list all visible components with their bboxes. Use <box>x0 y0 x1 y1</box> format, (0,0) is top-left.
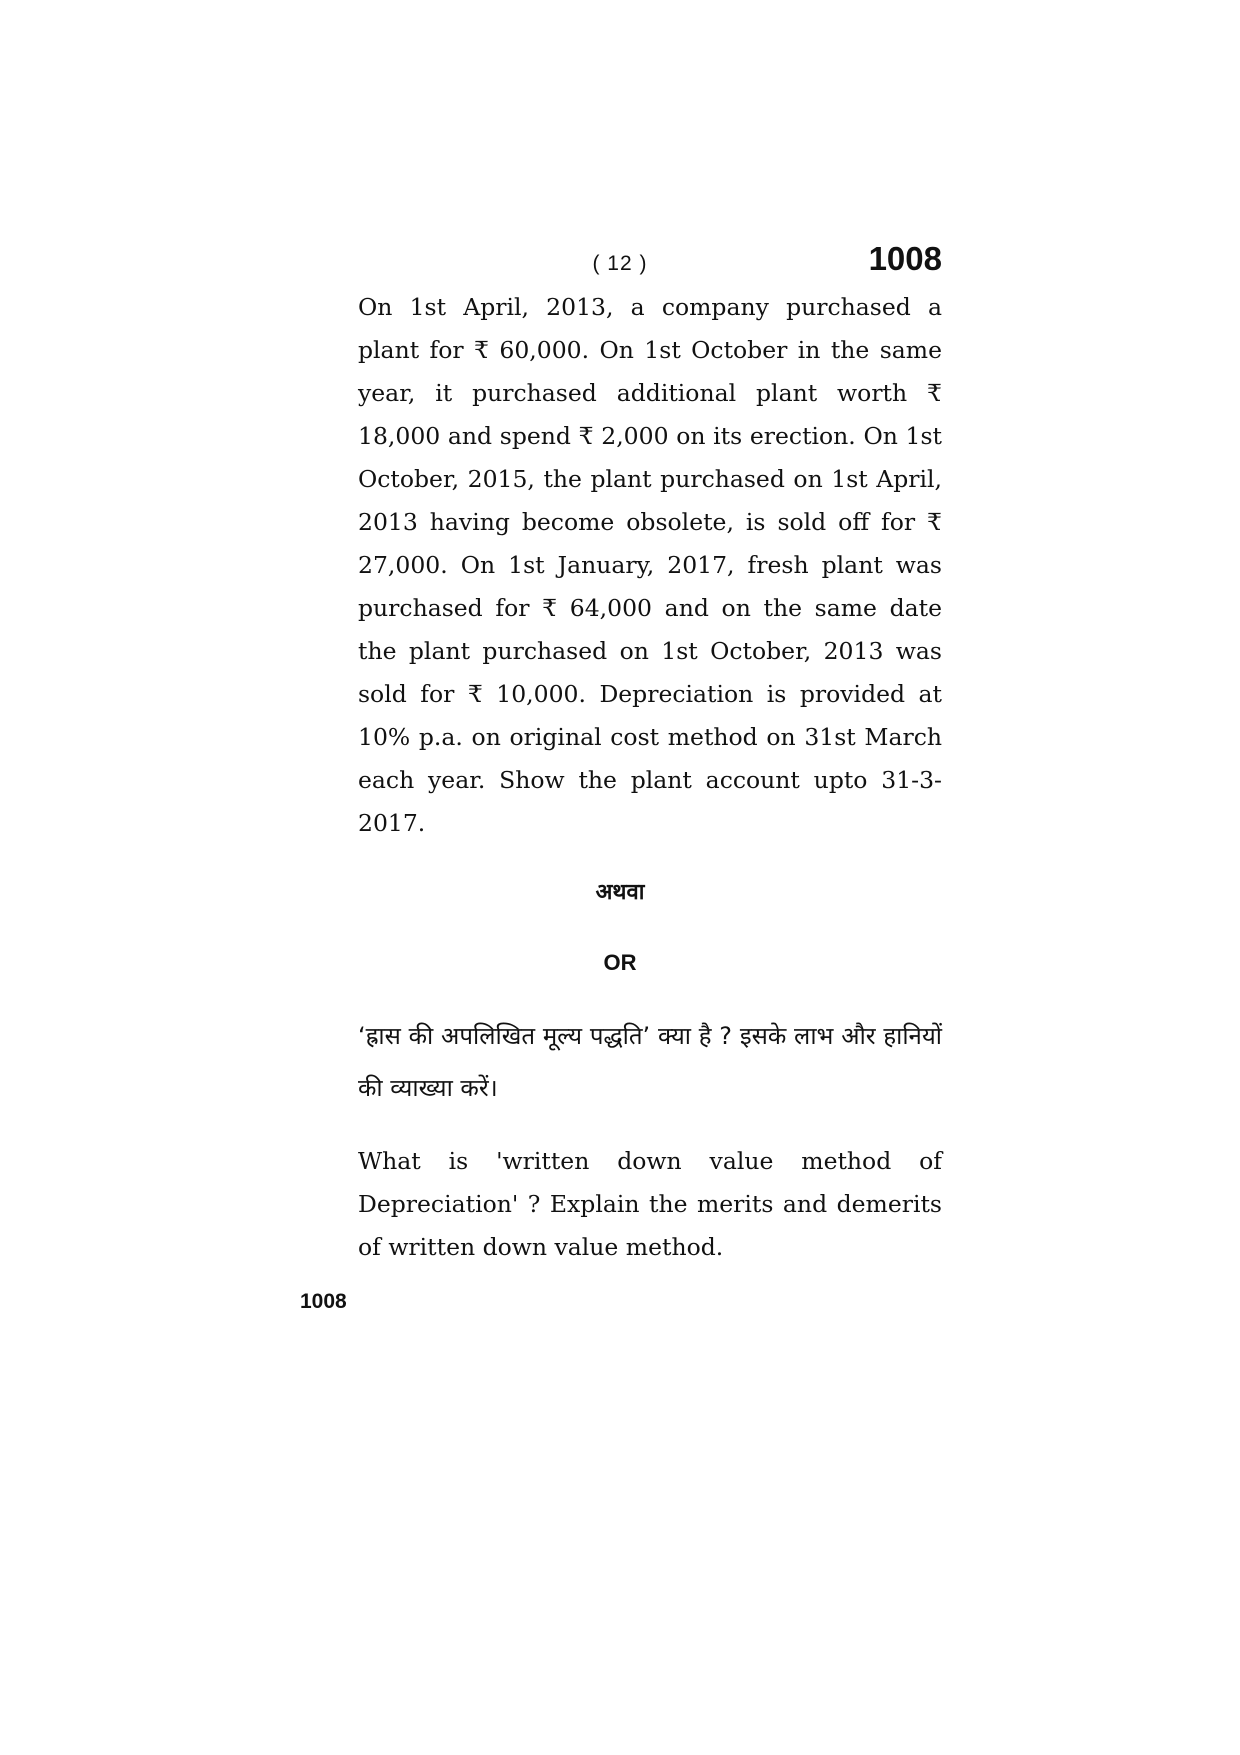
paper-code-footer: 1008 <box>300 1290 347 1313</box>
question-text: On 1st April, 2013, a company purchased a plant for ₹ 60,000. On 1st October in the same year, it purchased additional plant worth ₹ 18,000 and spend ₹ 2,000 on its erection. On 1st October, 2015, the plant purchased on 1st April, 2013 having become obsolete, is sold off for ₹ 27,000. On 1st January, 2017, fresh plant was purchased for ₹ 64,000 and on the same date the plant purchased on 1st October, 2013 was sold for ₹ 10,000. Depreciation is provided at 10% p.a. on original cost method on 31st March each year. Show the plant account upto 31-3-2017. <box>358 293 942 837</box>
alternative-question-english: What is 'written down value method of Depreciation' ? Explain the merits and demerits of written down value method. <box>358 1147 942 1261</box>
or-separator-hindi: अथवा <box>595 880 645 905</box>
paper-code-header: 1008 <box>868 240 942 277</box>
page-number: ( 12 ) <box>592 252 648 275</box>
alternative-question-hindi: ‘ह्रास की अपलिखित मूल्य पद्धति’ क्या है ? इसके लाभ और हानियों की व्याख्या करें। <box>358 1022 942 1102</box>
or-separator-english: OR <box>603 950 637 975</box>
